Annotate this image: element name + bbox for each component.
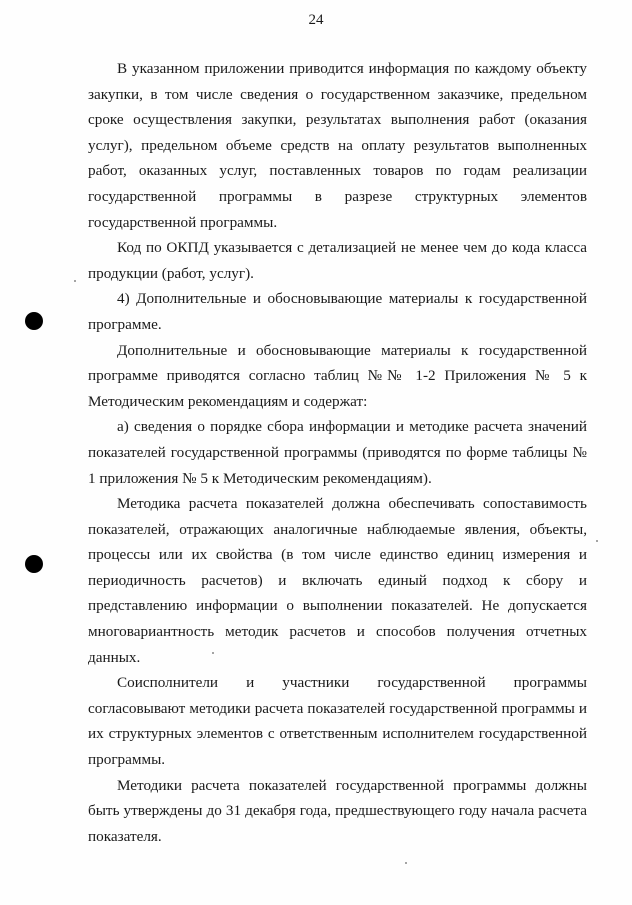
- paragraph: Методика расчета показателей должна обеспечивать сопоставимость показателей, отражающих аналогичные наблюдаемые явления, объекты, процессы или их свойства (в том числе единство единиц измерения и периодичность расчетов) и включать единый подход к сбору и представлению информации о выполнении показателей. Не допускается многовариантность методик расчетов и способов получения отчетных данных.: [88, 495, 587, 666]
- paragraph: Код по ОКПД указывается с детализацией не менее чем до кода класса продукции (работ, услуг).: [88, 239, 587, 282]
- scan-speck: [74, 280, 76, 282]
- page-number: 24: [308, 12, 324, 28]
- paragraph: Методики расчета показателей государственной программы должны быть утверждены до 31 декабря года, предшествующего году начала расчета показателя.: [88, 776, 587, 845]
- paragraph: Соисполнители и участники государственной программы согласовывают методики расчета показателей государственной программы и их структурных элементов с ответственным исполнителем государственной программы.: [88, 674, 587, 769]
- punch-hole: [25, 312, 43, 330]
- paragraph: а) сведения о порядке сбора информации и методике расчета значений показателей государственной программы (приводятся по форме таблицы № 1 приложения № 5 к Методическим рекомендациям).: [88, 418, 587, 487]
- paragraph: Дополнительные и обосновывающие материалы к государственной программе приводятся согласно таблиц №№ 1-2 Приложения № 5 к Методическим рекомендациям и содержат:: [88, 341, 587, 410]
- paragraph: 4) Дополнительные и обосновывающие материалы к государственной программе.: [88, 290, 587, 333]
- punch-hole: [25, 555, 43, 573]
- scan-speck: [405, 862, 407, 864]
- paragraph: В указанном приложении приводится информация по каждому объекту закупки, в том числе сведения о государственном заказчике, предельном сроке осуществления закупки, результатах выполнения работ (оказания услуг), предельном объеме средств на оплату результатов выполненных работ, оказанных услуг, поставленных товаров по годам реализации государственной программы в разрезе структурных элементов государственной программы.: [88, 60, 587, 231]
- scan-speck: [596, 540, 598, 542]
- document-body: [88, 56, 587, 849]
